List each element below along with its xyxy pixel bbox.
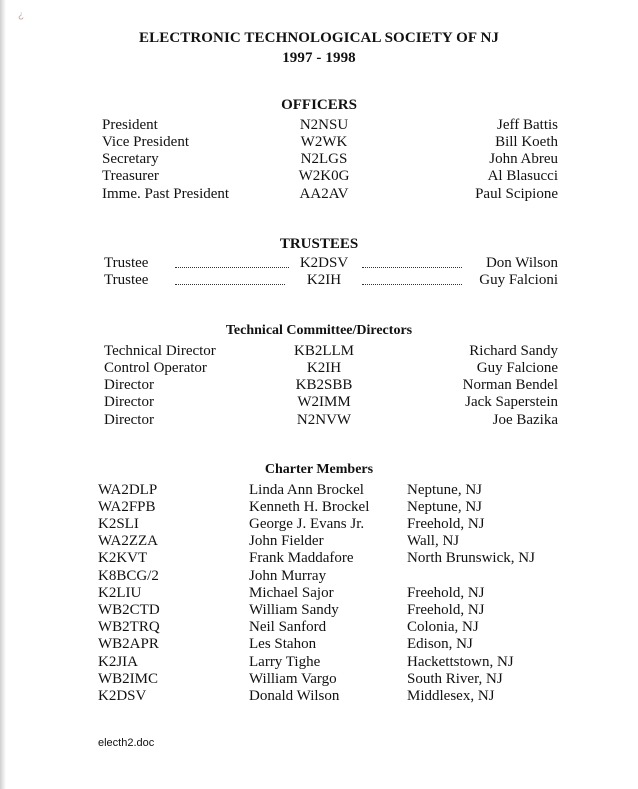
charter-name: Linda Ann Brockel: [249, 482, 364, 498]
technical-row: [0, 377, 638, 395]
charter-name: John Murray: [249, 568, 327, 584]
charter-city: Hackettstown, NJ: [407, 654, 514, 670]
technical-name: Jack Saperstein: [465, 394, 558, 410]
officer-row: [0, 168, 638, 186]
officer-row: [0, 117, 638, 135]
technical-row: [0, 394, 638, 412]
charter-row: [0, 516, 638, 534]
technical-call: KB2LLM: [294, 343, 354, 359]
document-title: ELECTRONIC TECHNOLOGICAL SOCIETY OF NJ: [139, 30, 499, 46]
charter-name: Larry Tighe: [249, 654, 321, 670]
corner-mark: ¿: [18, 10, 25, 21]
charter-name: Les Stahon: [249, 636, 317, 652]
trustee-name: Don Wilson: [485, 255, 558, 271]
technical-call: K2IH: [306, 360, 342, 376]
charter-city: Neptune, NJ: [407, 482, 482, 498]
officer-role: Secretary: [102, 151, 159, 167]
document-years: 1997 - 1998: [282, 50, 356, 66]
charter-name: Neil Sanford: [249, 619, 327, 635]
officer-role: Vice President: [102, 134, 189, 150]
officer-role: President: [102, 117, 158, 133]
charter-row: [0, 671, 638, 689]
charter-row: [0, 568, 638, 586]
charter-name: John Fielder: [249, 533, 324, 549]
charter-city: Colonia, NJ: [407, 619, 479, 635]
charter-call: K2SLI: [98, 516, 139, 532]
officer-row: [0, 151, 638, 169]
charter-city: South River, NJ: [407, 671, 503, 687]
officer-name: Bill Koeth: [495, 134, 558, 150]
charter-call: K2KVT: [98, 550, 148, 566]
technical-role: Control Operator: [104, 360, 207, 376]
charter-name: William Sandy: [249, 602, 339, 618]
dot-leader: [362, 267, 462, 268]
trustees-heading: TRUSTEES: [279, 236, 359, 252]
technical-name: Guy Falcione: [476, 360, 558, 376]
trustee-row: [0, 255, 638, 273]
charter-row: [0, 636, 638, 654]
charter-row: [0, 602, 638, 620]
technical-name: Joe Bazika: [492, 412, 558, 428]
trustee-row: [0, 272, 638, 290]
charter-city: Neptune, NJ: [407, 499, 482, 515]
technical-heading: Technical Committee/Directors: [225, 323, 413, 338]
officer-name: John Abreu: [489, 151, 558, 167]
charter-call: K8BCG/2: [98, 568, 159, 584]
charter-city: Wall, NJ: [407, 533, 460, 549]
charter-call: WB2TRQ: [98, 619, 160, 635]
charter-city: Edison, NJ: [407, 636, 473, 652]
charter-call: WB2CTD: [98, 602, 160, 618]
charter-row: [0, 654, 638, 672]
officer-name: Paul Scipione: [475, 186, 558, 202]
officer-name: Al Blasucci: [487, 168, 558, 184]
technical-row: [0, 412, 638, 430]
file-name-footer: electh2.doc: [98, 737, 155, 749]
officer-call: W2WK: [300, 134, 348, 150]
technical-role: Technical Director: [104, 343, 216, 359]
officer-call: N2NSU: [299, 117, 349, 133]
charter-city: Middlesex, NJ: [407, 688, 495, 704]
trustee-call: K2DSV: [299, 255, 349, 271]
charter-call: K2JIA: [98, 654, 138, 670]
charter-call: WA2ZZA: [98, 533, 158, 549]
dot-leader: [362, 284, 462, 285]
charter-name: Donald Wilson: [249, 688, 340, 704]
charter-city: Freehold, NJ: [407, 516, 485, 532]
charter-city: North Brunswick, NJ: [407, 550, 535, 566]
trustee-role: Trustee: [104, 255, 149, 271]
charter-row: [0, 550, 638, 568]
charter-row: [0, 585, 638, 603]
charter-call: WA2DLP: [98, 482, 158, 498]
officer-call: N2LGS: [300, 151, 348, 167]
technical-row: [0, 343, 638, 361]
charter-row: [0, 619, 638, 637]
charter-call: WA2FPB: [98, 499, 156, 515]
charter-city: Freehold, NJ: [407, 602, 485, 618]
charter-call: WB2APR: [98, 636, 159, 652]
trustee-name: Guy Falcioni: [479, 272, 558, 288]
charter-row: [0, 499, 638, 517]
charter-name: Michael Sajor: [249, 585, 334, 601]
technical-call: KB2SBB: [295, 377, 353, 393]
technical-name: Norman Bendel: [462, 377, 558, 393]
officer-role: Imme. Past President: [102, 186, 230, 202]
charter-row: [0, 533, 638, 551]
officer-call: AA2AV: [299, 186, 349, 202]
officer-role: Treasurer: [102, 168, 159, 184]
officer-row: [0, 134, 638, 152]
trustee-role: Trustee: [104, 272, 149, 288]
officer-name: Jeff Battis: [497, 117, 558, 133]
charter-name: George J. Evans Jr.: [249, 516, 365, 532]
charter-city: Freehold, NJ: [407, 585, 485, 601]
charter-row: [0, 688, 638, 706]
technical-name: Richard Sandy: [469, 343, 558, 359]
charter-name: Kenneth H. Brockel: [249, 499, 370, 515]
technical-role: Director: [104, 394, 154, 410]
trustee-call: K2IH: [306, 272, 342, 288]
technical-role: Director: [104, 377, 154, 393]
charter-name: Frank Maddafore: [249, 550, 354, 566]
technical-call: N2NVW: [296, 412, 352, 428]
charter-heading: Charter Members: [264, 462, 374, 477]
officer-row: [0, 186, 638, 204]
document-header: [0, 28, 638, 68]
technical-row: [0, 360, 638, 378]
charter-row: [0, 482, 638, 500]
charter-call: K2DSV: [98, 688, 147, 704]
charter-call: WB2IMC: [98, 671, 158, 687]
technical-role: Director: [104, 412, 154, 428]
charter-name: William Vargo: [249, 671, 337, 687]
charter-call: K2LIU: [98, 585, 142, 601]
technical-call: W2IMM: [297, 394, 351, 410]
officers-heading: OFFICERS: [281, 97, 357, 113]
officer-call: W2K0G: [298, 168, 350, 184]
